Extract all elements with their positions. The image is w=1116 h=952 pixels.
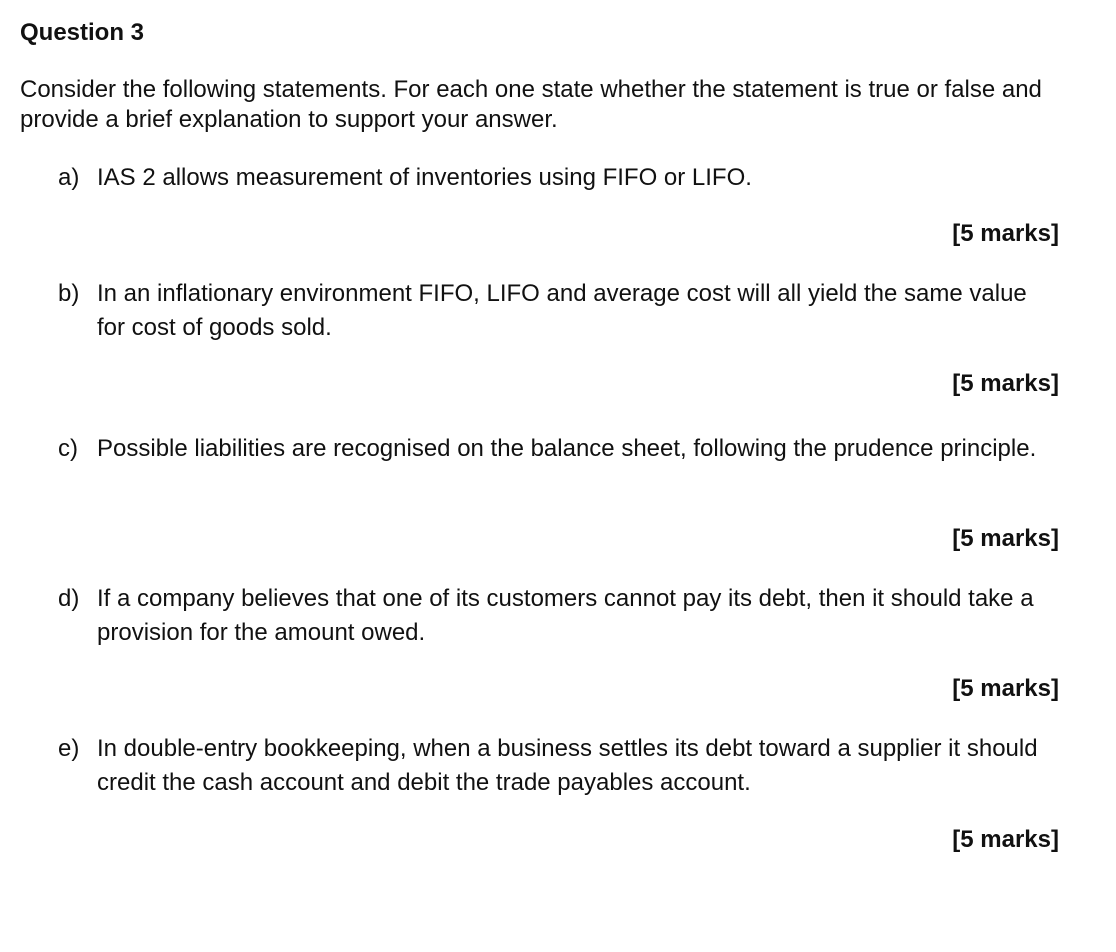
statement-c-marks: [5 marks] — [952, 525, 1059, 552]
statement-d-text: If a company believes that one of its customers cannot pay its debt, then it should take a provision for the amount owed. — [97, 585, 1034, 646]
statement-d-marks: [5 marks] — [952, 675, 1059, 702]
statement-b-letter: b) — [58, 280, 80, 307]
statement-c-text: Possible liabilities are recognised on the balance sheet, following the prudence principle. — [97, 435, 1037, 462]
statement-e-text: In double-entry bookkeeping, when a business settles its debt toward a supplier it should credit the cash account and debit the trade payables account. — [97, 735, 1038, 796]
question-title: Question 3 — [20, 19, 145, 46]
statement-b-text: In an inflationary environment FIFO, LIFO and average cost will all yield the same value for cost of goods sold. — [97, 280, 1027, 341]
statement-c-letter: c) — [58, 435, 78, 462]
statement-b-marks: [5 marks] — [952, 370, 1059, 397]
statement-a-marks: [5 marks] — [952, 220, 1059, 247]
statement-d-letter: d) — [58, 585, 80, 612]
question-intro: Consider the following statements. For each one state whether the statement is true or false and provide a brief explanation to support your answer. — [20, 76, 1042, 133]
statement-e-marks: [5 marks] — [952, 826, 1059, 853]
statement-e-letter: e) — [58, 735, 80, 762]
statement-a-text: IAS 2 allows measurement of inventories using FIFO or LIFO. — [97, 164, 752, 191]
statement-a-letter: a) — [58, 164, 80, 191]
